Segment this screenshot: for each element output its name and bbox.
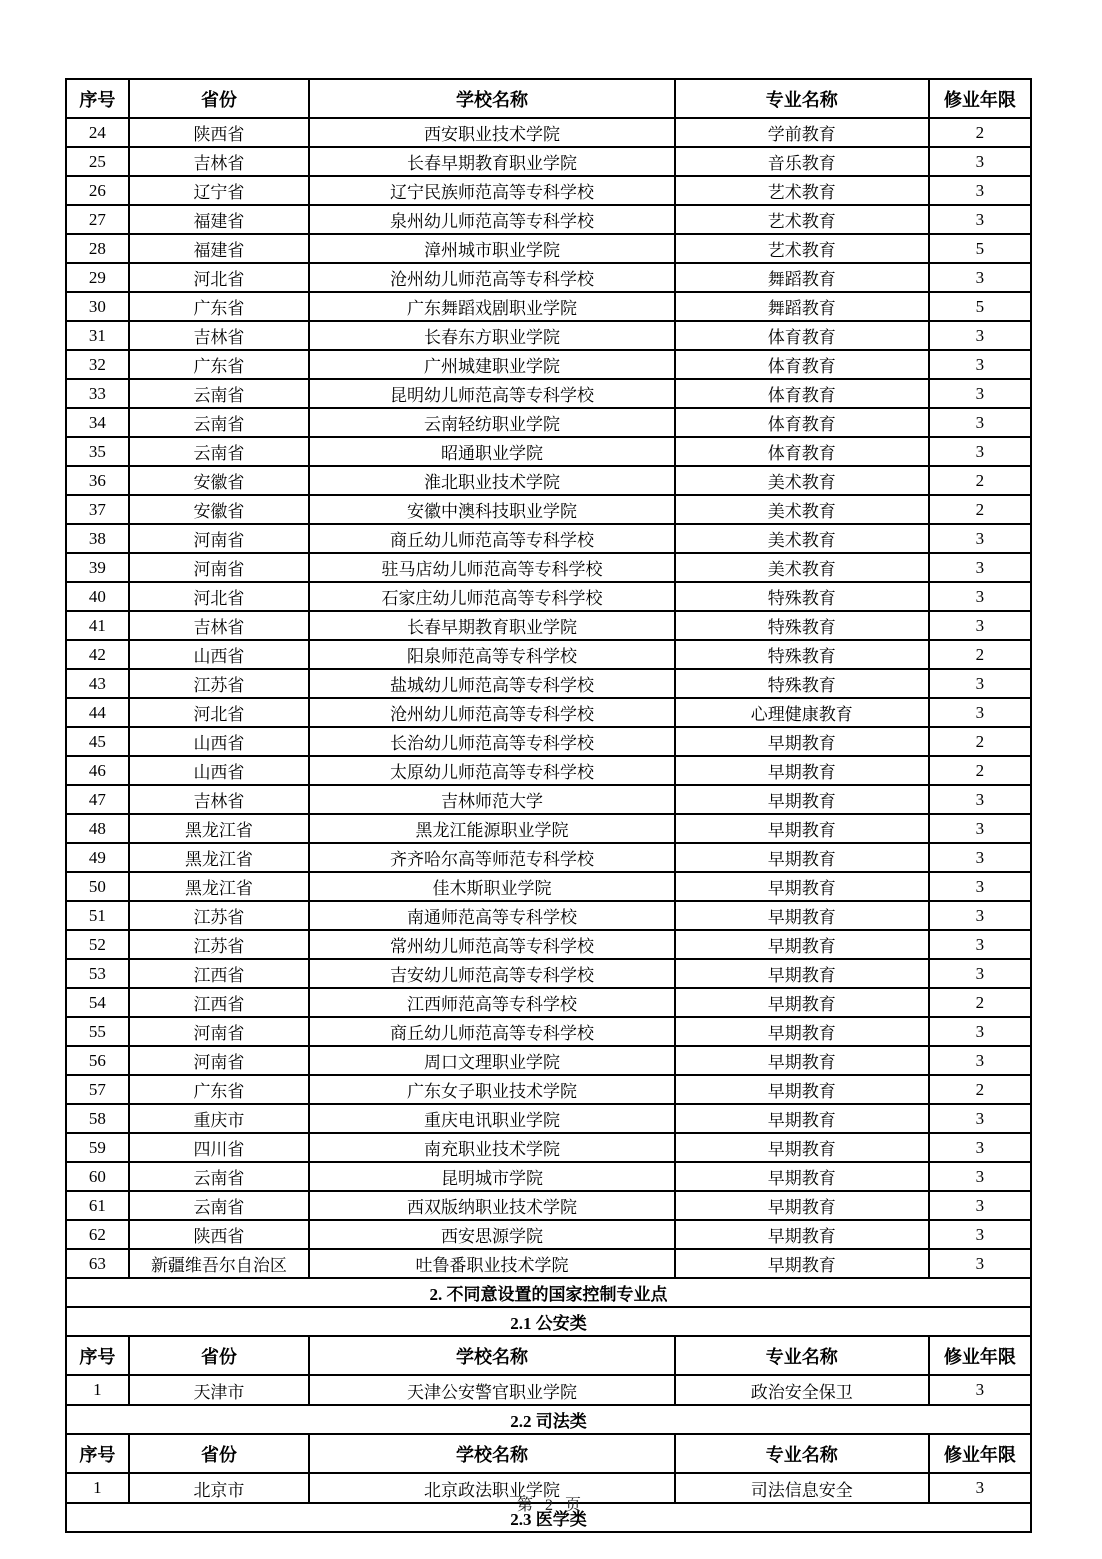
table-row (66, 234, 1031, 263)
years-cell: 2 (929, 988, 1031, 1017)
number-cell: 52 (66, 930, 129, 959)
school-cell: 西安职业技术学院 (309, 118, 675, 147)
number-cell: 1 (66, 1473, 129, 1503)
table-row (66, 147, 1031, 176)
table-row (66, 843, 1031, 872)
major-cell: 体育教育 (675, 437, 929, 466)
major-cell: 美术教育 (675, 466, 929, 495)
major-cell: 学前教育 (675, 118, 929, 147)
section-heading-row (66, 1278, 1031, 1307)
column-header-school: 学校名称 (309, 1434, 675, 1473)
column-header-number: 序号 (66, 1434, 129, 1473)
years-cell: 2 (929, 118, 1031, 147)
province-cell: 云南省 (129, 437, 309, 466)
column-header-years: 修业年限 (929, 1434, 1031, 1473)
table-row (66, 1220, 1031, 1249)
column-header-major: 专业名称 (675, 1434, 929, 1473)
number-cell: 26 (66, 176, 129, 205)
number-cell: 60 (66, 1162, 129, 1191)
years-cell: 3 (929, 1220, 1031, 1249)
table-row (66, 553, 1031, 582)
number-cell: 30 (66, 292, 129, 321)
number-cell: 32 (66, 350, 129, 379)
province-cell: 江苏省 (129, 930, 309, 959)
province-cell: 河北省 (129, 582, 309, 611)
number-cell: 48 (66, 814, 129, 843)
school-cell: 泉州幼儿师范高等专科学校 (309, 205, 675, 234)
years-cell: 3 (929, 1133, 1031, 1162)
province-cell: 四川省 (129, 1133, 309, 1162)
province-cell: 吉林省 (129, 785, 309, 814)
header-row (66, 79, 1031, 118)
major-cell: 早期教育 (675, 1075, 929, 1104)
major-cell: 艺术教育 (675, 234, 929, 263)
table-row (66, 611, 1031, 640)
table-row (66, 930, 1031, 959)
years-cell: 3 (929, 408, 1031, 437)
school-cell: 西双版纳职业技术学院 (309, 1191, 675, 1220)
table-row (66, 1133, 1031, 1162)
school-cell: 南通师范高等专科学校 (309, 901, 675, 930)
table-row (66, 959, 1031, 988)
years-cell: 5 (929, 292, 1031, 321)
province-cell: 天津市 (129, 1375, 309, 1405)
years-cell: 3 (929, 350, 1031, 379)
years-cell: 3 (929, 1017, 1031, 1046)
column-header-school: 学校名称 (309, 1336, 675, 1375)
years-cell: 3 (929, 437, 1031, 466)
school-cell: 齐齐哈尔高等师范专科学校 (309, 843, 675, 872)
document-content (65, 78, 1032, 1533)
major-cell: 早期教育 (675, 843, 929, 872)
school-cell: 盐城幼儿师范高等专科学校 (309, 669, 675, 698)
table-row (66, 1249, 1031, 1278)
province-cell: 江苏省 (129, 901, 309, 930)
school-cell: 辽宁民族师范高等专科学校 (309, 176, 675, 205)
table-row (66, 437, 1031, 466)
number-cell: 33 (66, 379, 129, 408)
major-cell: 特殊教育 (675, 669, 929, 698)
province-cell: 黑龙江省 (129, 872, 309, 901)
major-cell: 早期教育 (675, 1046, 929, 1075)
school-cell: 广东女子职业技术学院 (309, 1075, 675, 1104)
school-cell: 吐鲁番职业技术学院 (309, 1249, 675, 1278)
years-cell: 3 (929, 147, 1031, 176)
school-cell: 佳木斯职业学院 (309, 872, 675, 901)
school-cell: 安徽中澳科技职业学院 (309, 495, 675, 524)
years-cell: 3 (929, 843, 1031, 872)
province-cell: 江苏省 (129, 669, 309, 698)
major-cell: 司法信息安全 (675, 1473, 929, 1503)
province-cell: 山西省 (129, 727, 309, 756)
major-cell: 早期教育 (675, 785, 929, 814)
subsection-2-2-title: 2.2 司法类 (66, 1405, 1031, 1434)
number-cell: 63 (66, 1249, 129, 1278)
number-cell: 47 (66, 785, 129, 814)
table-row (66, 727, 1031, 756)
subsection-2-1-rows (66, 1375, 1031, 1405)
years-cell: 3 (929, 1104, 1031, 1133)
number-cell: 45 (66, 727, 129, 756)
province-cell: 重庆市 (129, 1104, 309, 1133)
major-cell: 早期教育 (675, 959, 929, 988)
years-cell: 3 (929, 959, 1031, 988)
province-cell: 吉林省 (129, 321, 309, 350)
number-cell: 41 (66, 611, 129, 640)
years-cell: 3 (929, 1375, 1031, 1405)
number-cell: 55 (66, 1017, 129, 1046)
province-cell: 安徽省 (129, 495, 309, 524)
major-cell: 舞蹈教育 (675, 292, 929, 321)
main-rows (66, 118, 1031, 1278)
major-cell: 早期教育 (675, 1191, 929, 1220)
years-cell: 3 (929, 1046, 1031, 1075)
number-cell: 51 (66, 901, 129, 930)
number-cell: 1 (66, 1375, 129, 1405)
table-row (66, 1075, 1031, 1104)
years-cell: 3 (929, 379, 1031, 408)
column-header-major: 专业名称 (675, 79, 929, 118)
table-row (66, 466, 1031, 495)
major-cell: 政治安全保卫 (675, 1375, 929, 1405)
header-row (66, 1434, 1031, 1473)
table-row (66, 1017, 1031, 1046)
column-header-number: 序号 (66, 1336, 129, 1375)
table-row (66, 263, 1031, 292)
column-header-province: 省份 (129, 1434, 309, 1473)
number-cell: 46 (66, 756, 129, 785)
province-cell: 北京市 (129, 1473, 309, 1503)
column-header-school: 学校名称 (309, 79, 675, 118)
province-cell: 福建省 (129, 234, 309, 263)
major-cell: 早期教育 (675, 1017, 929, 1046)
majors-table (65, 78, 1032, 1533)
years-cell: 3 (929, 553, 1031, 582)
province-cell: 河南省 (129, 1017, 309, 1046)
years-cell: 3 (929, 263, 1031, 292)
school-cell: 天津公安警官职业学院 (309, 1375, 675, 1405)
school-cell: 云南轻纺职业学院 (309, 408, 675, 437)
province-cell: 广东省 (129, 350, 309, 379)
column-header-years: 修业年限 (929, 1336, 1031, 1375)
major-cell: 美术教育 (675, 495, 929, 524)
table-row (66, 205, 1031, 234)
table-row (66, 872, 1031, 901)
major-cell: 体育教育 (675, 379, 929, 408)
school-cell: 石家庄幼儿师范高等专科学校 (309, 582, 675, 611)
major-cell: 美术教育 (675, 524, 929, 553)
years-cell: 2 (929, 466, 1031, 495)
major-cell: 早期教育 (675, 1220, 929, 1249)
section2-title: 2. 不同意设置的国家控制专业点 (66, 1278, 1031, 1307)
section2-heading-block (66, 1278, 1031, 1375)
years-cell: 3 (929, 205, 1031, 234)
province-cell: 辽宁省 (129, 176, 309, 205)
number-cell: 42 (66, 640, 129, 669)
school-cell: 昆明幼儿师范高等专科学校 (309, 379, 675, 408)
table-row (66, 321, 1031, 350)
years-cell: 3 (929, 176, 1031, 205)
years-cell: 3 (929, 785, 1031, 814)
major-cell: 早期教育 (675, 901, 929, 930)
major-cell: 早期教育 (675, 1162, 929, 1191)
major-cell: 艺术教育 (675, 205, 929, 234)
number-cell: 25 (66, 147, 129, 176)
school-cell: 昆明城市学院 (309, 1162, 675, 1191)
number-cell: 28 (66, 234, 129, 263)
years-cell: 2 (929, 640, 1031, 669)
years-cell: 3 (929, 698, 1031, 727)
number-cell: 24 (66, 118, 129, 147)
major-cell: 体育教育 (675, 408, 929, 437)
subsection-2-3-title: 2.3 医学类 (66, 1503, 1031, 1532)
number-cell: 44 (66, 698, 129, 727)
province-cell: 广东省 (129, 292, 309, 321)
school-cell: 商丘幼儿师范高等专科学校 (309, 524, 675, 553)
province-cell: 黑龙江省 (129, 843, 309, 872)
table-row (66, 1375, 1031, 1405)
table-row (66, 1046, 1031, 1075)
province-cell: 云南省 (129, 408, 309, 437)
years-cell: 2 (929, 1075, 1031, 1104)
number-cell: 27 (66, 205, 129, 234)
number-cell: 58 (66, 1104, 129, 1133)
years-cell: 5 (929, 234, 1031, 263)
number-cell: 40 (66, 582, 129, 611)
years-cell: 3 (929, 582, 1031, 611)
table-row (66, 785, 1031, 814)
major-cell: 体育教育 (675, 350, 929, 379)
province-cell: 新疆维吾尔自治区 (129, 1249, 309, 1278)
table-row (66, 698, 1031, 727)
school-cell: 阳泉师范高等专科学校 (309, 640, 675, 669)
major-cell: 早期教育 (675, 872, 929, 901)
major-cell: 早期教育 (675, 814, 929, 843)
table-row (66, 988, 1031, 1017)
number-cell: 29 (66, 263, 129, 292)
table-row (66, 582, 1031, 611)
school-cell: 驻马店幼儿师范高等专科学校 (309, 553, 675, 582)
school-cell: 南充职业技术学院 (309, 1133, 675, 1162)
major-cell: 体育教育 (675, 321, 929, 350)
province-cell: 云南省 (129, 1162, 309, 1191)
province-cell: 陕西省 (129, 1220, 309, 1249)
school-cell: 长春早期教育职业学院 (309, 147, 675, 176)
subsection-heading-row (66, 1307, 1031, 1336)
province-cell: 广东省 (129, 1075, 309, 1104)
school-cell: 昭通职业学院 (309, 437, 675, 466)
school-cell: 长治幼儿师范高等专科学校 (309, 727, 675, 756)
table-row (66, 1162, 1031, 1191)
province-cell: 江西省 (129, 988, 309, 1017)
column-header-province: 省份 (129, 1336, 309, 1375)
province-cell: 山西省 (129, 640, 309, 669)
number-cell: 57 (66, 1075, 129, 1104)
school-cell: 沧州幼儿师范高等专科学校 (309, 698, 675, 727)
major-cell: 特殊教育 (675, 611, 929, 640)
school-cell: 常州幼儿师范高等专科学校 (309, 930, 675, 959)
school-cell: 周口文理职业学院 (309, 1046, 675, 1075)
number-cell: 35 (66, 437, 129, 466)
table-row (66, 495, 1031, 524)
years-cell: 3 (929, 524, 1031, 553)
table-row (66, 118, 1031, 147)
table-row (66, 1191, 1031, 1220)
school-cell: 广东舞蹈戏剧职业学院 (309, 292, 675, 321)
province-cell: 黑龙江省 (129, 814, 309, 843)
years-cell: 3 (929, 814, 1031, 843)
school-cell: 吉林师范大学 (309, 785, 675, 814)
table-row (66, 669, 1031, 698)
years-cell: 3 (929, 669, 1031, 698)
subsection-heading-row (66, 1405, 1031, 1434)
province-cell: 安徽省 (129, 466, 309, 495)
major-cell: 音乐教育 (675, 147, 929, 176)
column-header-major: 专业名称 (675, 1336, 929, 1375)
major-cell: 早期教育 (675, 727, 929, 756)
province-cell: 福建省 (129, 205, 309, 234)
school-cell: 西安思源学院 (309, 1220, 675, 1249)
column-header-years: 修业年限 (929, 79, 1031, 118)
major-cell: 早期教育 (675, 1249, 929, 1278)
province-cell: 云南省 (129, 379, 309, 408)
table-row (66, 176, 1031, 205)
school-cell: 广州城建职业学院 (309, 350, 675, 379)
major-cell: 早期教育 (675, 930, 929, 959)
years-cell: 3 (929, 1473, 1031, 1503)
years-cell: 3 (929, 1162, 1031, 1191)
province-cell: 河南省 (129, 524, 309, 553)
major-cell: 早期教育 (675, 756, 929, 785)
province-cell: 云南省 (129, 1191, 309, 1220)
years-cell: 3 (929, 930, 1031, 959)
column-header-number: 序号 (66, 79, 129, 118)
province-cell: 山西省 (129, 756, 309, 785)
number-cell: 50 (66, 872, 129, 901)
table-header (66, 79, 1031, 118)
number-cell: 37 (66, 495, 129, 524)
years-cell: 2 (929, 756, 1031, 785)
school-cell: 太原幼儿师范高等专科学校 (309, 756, 675, 785)
province-cell: 河南省 (129, 1046, 309, 1075)
years-cell: 3 (929, 321, 1031, 350)
school-cell: 北京政法职业学院 (309, 1473, 675, 1503)
years-cell: 3 (929, 611, 1031, 640)
number-cell: 62 (66, 1220, 129, 1249)
years-cell: 3 (929, 872, 1031, 901)
school-cell: 江西师范高等专科学校 (309, 988, 675, 1017)
school-cell: 吉安幼儿师范高等专科学校 (309, 959, 675, 988)
number-cell: 38 (66, 524, 129, 553)
province-cell: 陕西省 (129, 118, 309, 147)
major-cell: 早期教育 (675, 1133, 929, 1162)
school-cell: 长春东方职业学院 (309, 321, 675, 350)
school-cell: 沧州幼儿师范高等专科学校 (309, 263, 675, 292)
subsection-2-1-title: 2.1 公安类 (66, 1307, 1031, 1336)
number-cell: 59 (66, 1133, 129, 1162)
number-cell: 31 (66, 321, 129, 350)
school-cell: 重庆电讯职业学院 (309, 1104, 675, 1133)
school-cell: 黑龙江能源职业学院 (309, 814, 675, 843)
school-cell: 长春早期教育职业学院 (309, 611, 675, 640)
table-row (66, 292, 1031, 321)
years-cell: 3 (929, 1191, 1031, 1220)
table-row (66, 524, 1031, 553)
number-cell: 53 (66, 959, 129, 988)
table-row (66, 379, 1031, 408)
school-cell: 漳州城市职业学院 (309, 234, 675, 263)
years-cell: 3 (929, 1249, 1031, 1278)
number-cell: 36 (66, 466, 129, 495)
years-cell: 2 (929, 727, 1031, 756)
table-row (66, 901, 1031, 930)
table-row (66, 814, 1031, 843)
page-number-footer: 第 2 页 (516, 1497, 585, 1514)
number-cell: 34 (66, 408, 129, 437)
number-cell: 54 (66, 988, 129, 1017)
table-row (66, 640, 1031, 669)
province-cell: 江西省 (129, 959, 309, 988)
number-cell: 56 (66, 1046, 129, 1075)
years-cell: 2 (929, 495, 1031, 524)
province-cell: 河北省 (129, 263, 309, 292)
table-row (66, 350, 1031, 379)
major-cell: 早期教育 (675, 988, 929, 1017)
number-cell: 49 (66, 843, 129, 872)
major-cell: 艺术教育 (675, 176, 929, 205)
province-cell: 吉林省 (129, 147, 309, 176)
school-cell: 商丘幼儿师范高等专科学校 (309, 1017, 675, 1046)
table-row (66, 408, 1031, 437)
table-row (66, 1104, 1031, 1133)
major-cell: 舞蹈教育 (675, 263, 929, 292)
major-cell: 特殊教育 (675, 582, 929, 611)
number-cell: 39 (66, 553, 129, 582)
major-cell: 早期教育 (675, 1104, 929, 1133)
province-cell: 河南省 (129, 553, 309, 582)
table-row (66, 756, 1031, 785)
school-cell: 淮北职业技术学院 (309, 466, 675, 495)
section2-2-heading-block (66, 1405, 1031, 1473)
province-cell: 吉林省 (129, 611, 309, 640)
major-cell: 心理健康教育 (675, 698, 929, 727)
years-cell: 3 (929, 901, 1031, 930)
province-cell: 河北省 (129, 698, 309, 727)
number-cell: 43 (66, 669, 129, 698)
number-cell: 61 (66, 1191, 129, 1220)
major-cell: 特殊教育 (675, 640, 929, 669)
major-cell: 美术教育 (675, 553, 929, 582)
header-row (66, 1336, 1031, 1375)
column-header-province: 省份 (129, 79, 309, 118)
